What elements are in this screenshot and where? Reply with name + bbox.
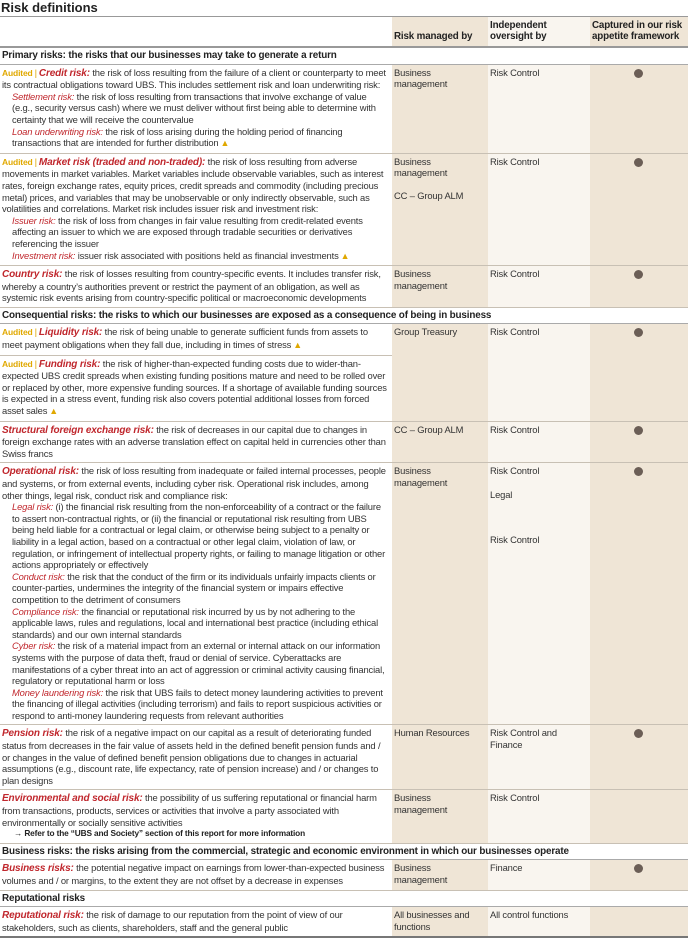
independent-oversight-by	[488, 790, 590, 843]
sub-risk-text: issuer risk associated with positions held as financial investments	[75, 249, 339, 261]
oversight-item: Risk Control	[490, 533, 540, 545]
risk-text: the risk of a negative impact on our capital as a result of deteriorating funded status from decreases in the fair value of assets held in the defined benefit pension funds and / or changes in the value of defined benefit pension obligations due to changes in actuarial assumptions (e.g., discount rate, life expectancy, rate of pension increase) and / or changes to plan designs	[2, 727, 381, 786]
filled-circle-icon	[634, 467, 643, 476]
independent-oversight-by	[488, 153, 590, 265]
risk-appetite-captured	[590, 266, 688, 308]
risk-row	[0, 860, 688, 890]
sub-risk	[2, 126, 389, 150]
audited-label: Audited	[2, 156, 33, 167]
note-text: Refer to the “UBS and Society” section of this report for more information	[24, 828, 306, 839]
sub-risk-text: the risk that UBS fails to detect money laundering activities to prevent the financing of illegal activities (including terrorism) and fails to report suspicious activities or respond to anti-money laundering requests from relevant authorities	[12, 686, 383, 721]
risk-appetite-captured	[590, 421, 688, 463]
sub-risk-text: the risk of loss from changes in fair value resulting from credit-related events affecting an issuer to which we are exposed through tradable securities or derivatives referencing the issuer	[12, 214, 363, 249]
oversight-item: Risk Control	[490, 66, 540, 78]
header-captured-in-risk-appetite: Captured in our risk appetite framework	[590, 17, 688, 47]
audited-label: Audited	[2, 67, 33, 78]
filled-circle-icon	[634, 158, 643, 167]
risk-row	[0, 907, 688, 938]
risk-title: Pension risk:	[2, 728, 63, 740]
risk-managed-by	[392, 153, 488, 265]
sub-risk-text: the risk of a material impact from an external or internal attack on our information systems with the purpose of data theft, fraud or denial of service. Cyberattacks are manifestations of a cyber threat into an act of aggression or criminal activity causing financial, regulatory or reputational harm or loss	[12, 640, 385, 687]
section-heading: Business risks: the risks arising from the commercial, strategic and economic environment in which our businesses operate	[0, 843, 688, 860]
risk-appetite-captured	[590, 907, 688, 938]
filled-circle-icon	[634, 328, 643, 337]
oversight-item: Risk Control	[490, 423, 540, 435]
sub-risk-title: Settlement risk:	[12, 90, 75, 102]
sub-risk-title: Cyber risk:	[12, 640, 56, 652]
risk-row	[0, 153, 688, 265]
sub-risk	[2, 250, 389, 263]
risk-title: Credit risk:	[38, 67, 90, 79]
independent-oversight-by	[488, 725, 590, 790]
risk-appetite-captured	[590, 463, 688, 725]
risk-text: the risk of loss resulting from inadequate or failed internal processes, people and systems, or from external events, including cyber risk. Operational risk includes, among other things, legal risk, conduct risk and compliance risk:	[2, 465, 386, 501]
independent-oversight-by	[488, 266, 590, 308]
risk-managed-by	[392, 64, 488, 153]
risk-description	[0, 907, 392, 938]
sub-risk-title: Loan underwriting risk:	[12, 125, 103, 137]
managed-by-item: Business management	[394, 268, 448, 291]
independent-oversight-by	[488, 64, 590, 153]
sub-risk	[2, 571, 389, 606]
risk-managed-by	[392, 860, 488, 890]
cross-reference-note	[2, 828, 389, 840]
oversight-item: All control functions	[490, 909, 569, 921]
risk-title: Funding risk:	[38, 358, 101, 370]
risk-managed-by	[392, 421, 488, 463]
section-heading-row	[0, 47, 688, 64]
risk-text: the risk of loss resulting from the failure of a client or counterparty to meet its contractual obligations toward UBS. This includes settlement risk and loan underwriting risk:	[2, 66, 386, 91]
section-heading: Reputational risks	[0, 890, 688, 907]
managed-by-item: Business management	[394, 792, 448, 816]
risk-description	[0, 355, 392, 421]
managed-by-item: All businesses and functions	[394, 909, 470, 932]
oversight-item: Risk Control	[490, 792, 540, 804]
sub-risk-title: Legal risk:	[12, 501, 54, 513]
audited-label: Audited	[2, 358, 33, 369]
sub-risk-text: the risk of loss arising during the holding period of financing transactions that are intended for further distribution	[12, 125, 343, 149]
risk-managed-by	[392, 324, 488, 421]
risk-title: Country risk:	[2, 269, 63, 281]
divider: |	[34, 357, 37, 369]
risk-text: the risk of being unable to generate sufficient funds from assets to meet payment obligations when they fall due, including in times of stress	[2, 326, 368, 351]
oversight-item: Risk Control	[490, 268, 540, 280]
risk-managed-by	[392, 907, 488, 938]
risk-text: the risk of loss resulting from adverse movements in market variables. Market variables include observable variables, such as interest rates, foreign exchange rates, equity prices, credit spreads and commodity (including precious metal) prices, and variables that may be unobservable or only indirectly observable, such as volatilities and correlations. Market risk includes issuer risk and investment risk:	[2, 155, 384, 215]
divider: |	[34, 66, 37, 78]
oversight-item: Legal	[490, 489, 513, 500]
managed-by-item: Human Resources	[394, 727, 470, 739]
section-heading: Primary risks: the risks that our businesses may take to generate a return	[0, 47, 688, 64]
sub-risk-title: Money laundering risk:	[12, 686, 104, 698]
risk-managed-by	[392, 463, 488, 725]
risk-title: Reputational risk:	[2, 910, 84, 922]
section-heading-row	[0, 890, 688, 907]
risk-appetite-captured	[590, 725, 688, 790]
risk-row	[0, 64, 688, 153]
managed-by-item: Business management	[394, 66, 448, 90]
risk-row	[0, 421, 688, 463]
risk-appetite-captured	[590, 790, 688, 843]
risk-text: the risk of higher-than-expected funding costs due to wider-than-expected UBS credit spreads when existing funding positions mature and need to be rolled over or replaced by other, more expensive funding sources. If a shortage of available funding sources is expected in a stress event, funding risk also covers potential additional losses from forced asset sales	[2, 357, 387, 417]
risk-row	[0, 790, 688, 843]
independent-oversight-by	[488, 421, 590, 463]
risk-description	[0, 790, 392, 843]
risk-text: the possibility of us suffering reputational or financial harm from transactions, products, services or activities that involve a party associated with environmentally or socially sensitive activities	[2, 792, 377, 828]
audited-label: Audited	[2, 327, 33, 338]
section-heading-row	[0, 307, 688, 324]
risk-description	[0, 725, 392, 790]
header-row	[0, 17, 688, 47]
header-independent-oversight-by: Independent oversight by	[488, 17, 590, 47]
header-blank	[0, 17, 392, 47]
risk-title: Liquidity risk:	[38, 327, 103, 339]
sub-risk	[2, 215, 389, 250]
risk-description	[0, 64, 392, 153]
risk-description	[0, 153, 392, 265]
risk-appetite-captured	[590, 860, 688, 890]
risk-definitions-table	[0, 17, 688, 938]
page-title: Risk definitions	[0, 0, 688, 17]
filled-circle-icon	[634, 270, 643, 279]
warning-triangle-icon: ▲	[340, 250, 350, 261]
sub-risk	[2, 687, 389, 722]
sub-risk	[2, 606, 389, 641]
sub-risk-title: Compliance risk:	[12, 605, 79, 617]
section-heading: Consequential risks: the risks to which our businesses are exposed as a consequence of being in business	[0, 307, 688, 324]
managed-by-item: CC – Group ALM	[394, 423, 464, 435]
sub-risk	[2, 91, 389, 126]
sub-risk-title: Issuer risk:	[12, 214, 56, 226]
independent-oversight-by	[488, 907, 590, 938]
sub-risk-text: the risk of loss resulting from transactions that involve exchange of value (e.g., security versus cash) where we must deliver without first being able to determine with certainty that we will receive the countervalue	[12, 90, 376, 125]
managed-by-item: Group Treasury	[394, 326, 458, 338]
risk-description	[0, 421, 392, 463]
independent-oversight-by	[488, 324, 590, 421]
risk-appetite-captured	[590, 153, 688, 265]
sub-risk-text: the financial or reputational risk incurred by us by not adhering to the applicable laws, rules and regulations, local and international best practice (including ethical standards) and our own internal standards	[12, 605, 379, 640]
risk-title: Business risks:	[2, 863, 74, 875]
risk-title: Market risk (traded and non-traded):	[38, 156, 206, 168]
sub-risk-text: the risk that the conduct of the firm or its individuals unfairly impacts clients or counter-parties, undermines the integrity of the financial system or impairs effective competition to the detriment of consumers	[12, 570, 376, 605]
filled-circle-icon	[634, 69, 643, 78]
oversight-item: Risk Control	[490, 465, 540, 477]
right-arrow-icon: →	[14, 828, 25, 839]
sub-risk-text: (i) the financial risk resulting from the non-enforceability of a contract or the failure to assert non-contractual rights, or (ii) the financial or reputational risk resulting from UBS being held liable for a contractual or legal claim, or otherwise being subject to a penalty or liability in a legal action, based on a contractual or other legal claim, violation of law, or regulation, or infringement of intellectual property rights, or failing to manage litigation or other actions appropriately or effectively	[12, 501, 386, 571]
filled-circle-icon	[634, 864, 643, 873]
managed-by-item: CC – Group ALM	[394, 189, 464, 201]
risk-description	[0, 463, 392, 725]
risk-managed-by	[392, 725, 488, 790]
independent-oversight-by	[488, 463, 590, 725]
warning-triangle-icon: ▲	[220, 138, 230, 149]
sub-risk	[2, 501, 389, 571]
warning-triangle-icon: ▲	[49, 406, 59, 417]
risk-text: the potential negative impact on earnings from lower-than-expected business volumes and / or margins, to the extent they are not offset by a decrease in expenses	[2, 862, 385, 886]
header-risk-managed-by: Risk managed by	[392, 17, 488, 47]
oversight-item: Risk Control and Finance	[490, 727, 557, 751]
oversight-item: Risk Control	[490, 155, 540, 167]
independent-oversight-by	[488, 860, 590, 890]
risk-description	[0, 266, 392, 308]
risk-text: the risk of damage to our reputation from the point of view of our stakeholders, such as clients, shareholders, staff and the general public	[2, 909, 343, 933]
risk-description	[0, 324, 392, 355]
risk-row	[0, 324, 688, 355]
risk-managed-by	[392, 266, 488, 308]
divider: |	[34, 326, 37, 338]
warning-triangle-icon: ▲	[293, 340, 302, 351]
risk-row	[0, 463, 688, 725]
risk-title: Structural foreign exchange risk:	[2, 424, 154, 436]
oversight-item: Finance	[490, 862, 523, 874]
divider: |	[34, 155, 37, 167]
risk-title: Environmental and social risk:	[2, 793, 143, 805]
risk-title: Operational risk:	[2, 466, 79, 478]
risk-text: the risk of losses resulting from country-specific events. It includes transfer risk, whereby a country’s authorities prevent or restrict the payment of an obligation, as well as systemic risk events arising from country-specific political or macroeconomic developments	[2, 268, 381, 304]
risk-appetite-captured	[590, 324, 688, 421]
filled-circle-icon	[634, 729, 643, 738]
risk-row	[0, 266, 688, 308]
sub-risk-title: Conduct risk:	[12, 570, 65, 582]
managed-by-item: Business management	[394, 465, 448, 488]
oversight-item: Risk Control	[490, 326, 540, 338]
risk-text: the risk of decreases in our capital due to changes in foreign exchange rates with an adverse translation effect on capital held in currencies other than Swiss francs	[2, 423, 386, 459]
risk-managed-by	[392, 790, 488, 843]
filled-circle-icon	[634, 426, 643, 435]
section-heading-row	[0, 843, 688, 860]
sub-risk-title: Investment risk:	[12, 249, 76, 261]
risk-description	[0, 860, 392, 890]
risk-appetite-captured	[590, 64, 688, 153]
sub-risk	[2, 640, 389, 686]
risk-row	[0, 725, 688, 790]
managed-by-item: Business management	[394, 155, 448, 179]
managed-by-item: Business management	[394, 862, 448, 885]
